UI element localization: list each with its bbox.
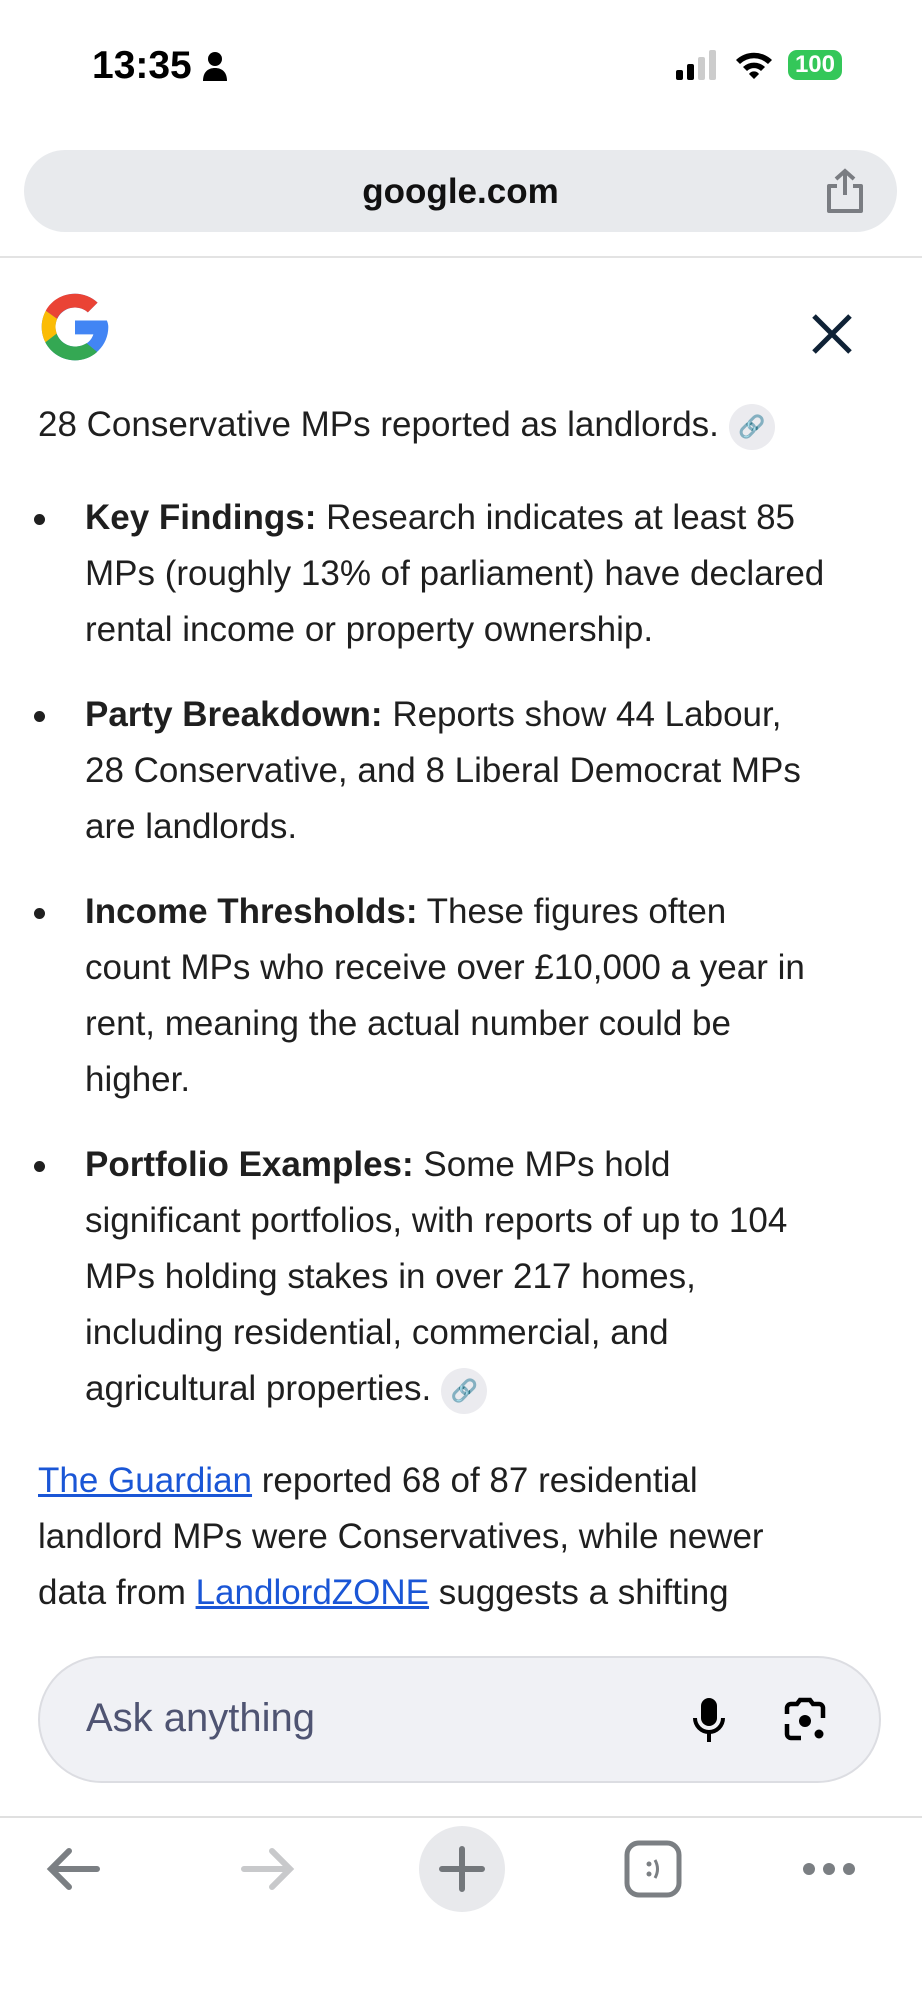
divider [0,1816,922,1818]
paragraph-text: data from [38,1573,196,1612]
item-title: Party Breakdown: [85,695,383,734]
item-text: including residential, commercial, and [85,1313,669,1352]
google-logo-icon [36,288,114,366]
intro-line [0,397,922,453]
list-item [0,1137,922,1417]
list-item [0,687,922,855]
item-text: 28 Conservative, and 8 Liberal Democrat MPs [85,751,801,790]
item-text: higher. [85,1060,191,1099]
item-text: These figures often [417,892,727,931]
divider [0,256,922,258]
tab-switcher-icon [624,1840,682,1898]
more-dots-icon [801,1859,857,1879]
item-text: MPs holding stakes in over 217 homes, [85,1257,696,1296]
microphone-icon[interactable] [689,1696,729,1744]
citation-link-icon[interactable]: 🔗 [441,1368,487,1414]
bullet [34,711,45,722]
ask-placeholder[interactable]: Ask anything [86,1696,316,1740]
ask-input[interactable] [38,1656,881,1783]
paragraph-text: suggests a shifting [429,1573,729,1612]
more-menu-button[interactable] [786,1826,872,1912]
bullet [34,908,45,919]
item-title: Income Thresholds: [85,892,418,931]
battery-indicator: 100 [788,50,842,80]
address-bar[interactable] [24,150,897,232]
item-text: Reports show 44 Labour, [382,695,782,734]
paragraph-text: landlord MPs were Conservatives, while newer [38,1517,764,1556]
paragraph-text: reported 68 of 87 residential [252,1461,698,1500]
forward-button[interactable] [225,1826,311,1912]
share-icon[interactable] [823,168,867,214]
item-text: agricultural properties. [85,1369,432,1408]
tabs-button[interactable] [610,1826,696,1912]
time-text: 13:35 [92,44,192,87]
intro-text: 28 Conservative MPs reported as landlords. [38,405,719,444]
item-text: Research indicates at least 85 [316,498,796,537]
url-text[interactable]: google.com [362,172,559,211]
item-title: Key Findings: [85,498,317,537]
status-time [92,44,228,88]
back-arrow-icon [45,1845,101,1893]
citation-link-icon[interactable]: 🔗 [729,404,775,450]
summary-paragraph [0,1453,922,1621]
list-item [0,884,922,1108]
new-tab-button[interactable] [419,1826,505,1912]
list-item [0,490,922,658]
back-button[interactable] [30,1826,116,1912]
status-icons [676,50,842,80]
signal-icon [676,50,720,80]
wifi-icon [734,50,774,80]
item-text: count MPs who receive over £10,000 a year in [85,948,805,987]
item-text: significant portfolios, with reports of up to 104 [85,1201,788,1240]
item-text: Some MPs hold [413,1145,671,1184]
ai-answer-content [0,397,922,1630]
guardian-link[interactable]: The Guardian [38,1461,253,1500]
forward-arrow-icon [240,1845,296,1893]
item-text: MPs (roughly 13% of parliament) have declared [85,554,825,593]
camera-lens-icon[interactable] [781,1696,829,1744]
item-text: rental income or property ownership. [85,610,654,649]
landlordzone-link[interactable]: LandlordZONE [195,1573,430,1612]
person-icon [202,51,228,81]
bullet [34,1161,45,1172]
close-icon[interactable] [808,310,856,358]
plus-icon [439,1846,485,1892]
item-text: rent, meaning the actual number could be [85,1004,731,1043]
bullet [34,514,45,525]
item-title: Portfolio Examples: [85,1145,414,1184]
item-text: are landlords. [85,807,298,846]
